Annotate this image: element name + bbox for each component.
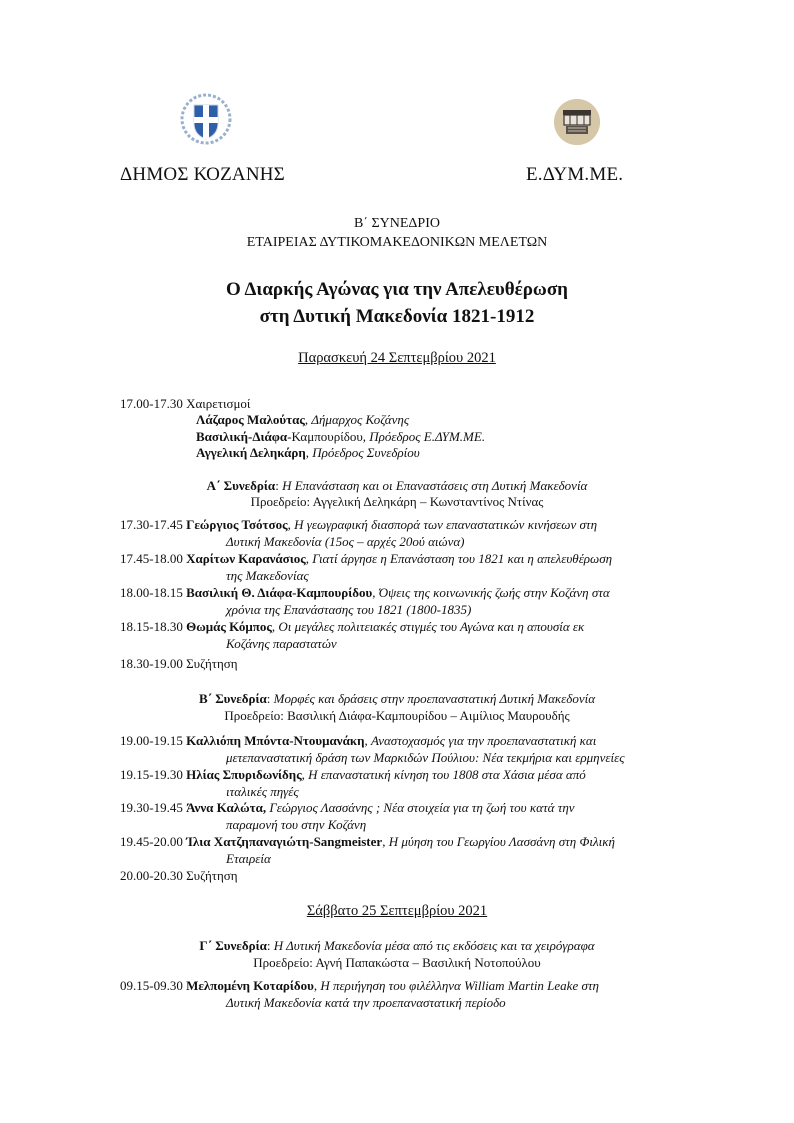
session-b-chairs: Προεδρείο: Βασιλική Διάφα-Καμπουρίδου – Αιμίλιος Μαυρουδής <box>224 708 570 723</box>
greek-coat-of-arms-icon <box>180 93 232 145</box>
talk-row: 19.45-20.00 Ίλια Χατζηπαναγιώτη-Sangmeister, Η μύηση του Γεωργίου Λασσάνη στη Φιλική Εταιρεία <box>120 834 615 866</box>
municipality-name: ΔΗΜΟΣ ΚΟΖΑΝΗΣ <box>120 164 285 185</box>
session-c-header: Γ΄ Συνεδρία: Η Δυτική Μακεδονία μέσα από τις εκδόσεις και τα χειρόγραφα <box>199 938 595 953</box>
welcome-label: Χαιρετισμοί <box>186 396 251 411</box>
talk-row: 17.45-18.00 Χαρίτων Καρανάσιος, Γιατί άργησε η Επανάσταση του 1821 και η απελευθέρωση της Μακεδονίας <box>120 551 613 583</box>
conference-title-line1: Ο Διαρκής Αγώνας για την Απελευθέρωση <box>226 279 568 300</box>
session-a-header: Α΄ Συνεδρία: Η Επανάσταση και οι Επαναστάσεις στη Δυτική Μακεδονία <box>206 478 588 493</box>
talk-row: 18.00-18.15 Βασιλική Θ. Διάφα-Καμπουρίδου, Όψεις της κοινωνικής ζωής στην Κοζάνη στα χρόνια της Επανάστασης του 1821 (1800-1835) <box>120 585 610 617</box>
conference-title-line2: στη Δυτική Μακεδονία 1821-1912 <box>259 306 535 327</box>
session-b-header: Β΄ Συνεδρία: Μορφές και δράσεις στην προεπαναστατική Δυτική Μακεδονία <box>198 691 596 706</box>
welcome-time: 17.00-17.30 <box>120 396 183 411</box>
session-c-chairs: Προεδρείο: Αγνή Παπακώστα – Βασιλική Νοτοπούλου <box>253 955 541 970</box>
day1-date: Παρασκευή 24 Σεπτεμβρίου 2021 <box>298 350 496 366</box>
discussion-row: 20.00-20.30 Συζήτηση <box>120 868 238 883</box>
talk-row: 18.15-18.30 Θωμάς Κόμπος, Οι μεγάλες πολιτειακές στιγμές του Αγώνα και η απουσία εκ Κοζάνης παραστατών <box>120 619 585 651</box>
talk-row: 19.00-19.15 Καλλιόπη Μπόντα-Ντουμανάκη, Αναστοχασμός για την προεπαναστατική και μετεπαναστατική δράση των Μαρκιδών Πούλιου: Νέα τεκμήρια και ερμηνείες <box>120 733 625 765</box>
day2-date: Σάββατο 25 Σεπτεμβρίου 2021 <box>306 903 488 919</box>
conference-organizer: ΕΤΑΙΡΕΙΑΣ ΔΥΤΙΚΟΜΑΚΕΔΟΝΙΚΩΝ ΜΕΛΕΤΩΝ <box>246 235 548 250</box>
edymme-house-logo-icon <box>554 99 600 145</box>
talk-row: 09.15-09.30 Μελπομένη Κοταρίδου, Η περιήγηση του φιλέλληνα William Martin Leake στη Δυτική Μακεδονία κατά την προεπαναστατική περίοδο <box>120 978 599 1010</box>
discussion-row: 18.30-19.00 Συζήτηση <box>120 656 238 671</box>
welcome-speaker: Αγγελική Δεληκάρη, Πρόεδρος Συνεδρίου <box>196 445 420 460</box>
talk-row: 19.30-19.45 Άννα Καλώτα, Γεώργιος Λασσάνης ; Νέα στοιχεία για τη ζωή του κατά την παραμονή του στην Κοζάνη <box>120 800 575 832</box>
talk-row: 17.30-17.45 Γεώργιος Τσότσος, Η γεωγραφική διασπορά των επαναστατικών κινήσεων στη Δυτική Μακεδονία (15ος – αρχές 20ού αιώνα) <box>120 517 598 549</box>
welcome-speaker: Λάζαρος Μαλούτας, Δήμαρχος Κοζάνης <box>196 412 410 427</box>
session-a-chairs: Προεδρείο: Αγγελική Δεληκάρη – Κωνσταντίνος Ντίνας <box>250 494 544 509</box>
welcome-speaker: Βασιλική-Διάφα-Καμπουρίδου, Πρόεδρος Ε.ΔΥΜ.ΜΕ. <box>196 429 486 444</box>
welcome-row <box>120 396 674 413</box>
society-name: Ε.ΔΥΜ.ΜΕ. <box>526 164 624 185</box>
talk-row: 19.15-19.30 Ηλίας Σπυριδωνίδης, Η επαναστατική κίνηση του 1808 στα Χάσια μέσα από ιταλικές πηγές <box>120 767 586 799</box>
conference-number: Β΄ ΣΥΝΕΔΡΙΟ <box>354 216 440 231</box>
